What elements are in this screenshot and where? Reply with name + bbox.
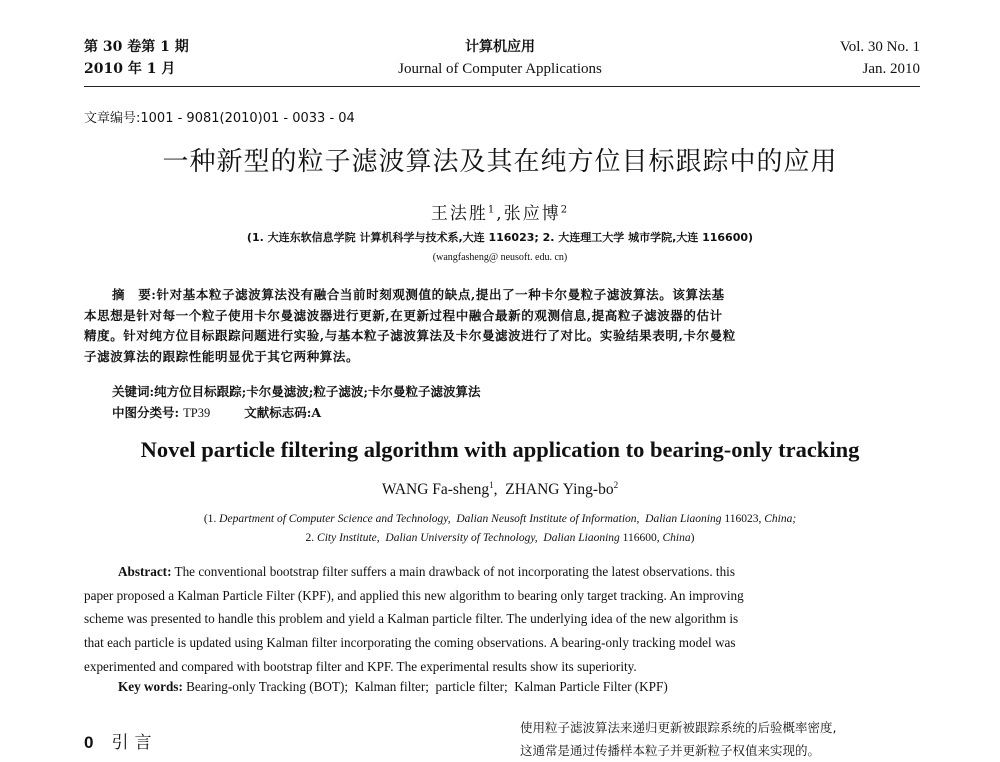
journal-header-left xyxy=(84,36,189,80)
abstract-cn-label: 摘 要: xyxy=(112,287,157,302)
section-heading-intro xyxy=(84,728,157,753)
abstract-cn-line: 摘 要:针对基本粒子滤波算法没有融合当前时刻观测值的缺点,提出了一种卡尔曼粒子滤波算法。该算法基 xyxy=(112,287,725,302)
affiliation-cn: (1. 大连东软信息学院 计算机科学与技术系,大连 116023; 2. 大连理工大学 城市学院,大连 116600) xyxy=(246,231,754,244)
abstract-cn-line: 精度。针对纯方位目标跟踪问题进行实验,与基本粒子滤波算法及卡尔曼滤波进行了对比。实验结果表明,卡尔曼粒 xyxy=(84,328,736,343)
body-line: 使用粒子滤波算法来递归更新被跟踪系统的后验概率密度, xyxy=(520,720,837,735)
section-number: 0 xyxy=(84,733,94,752)
doc-code-label: 文献标志码: xyxy=(244,404,312,420)
author-1-en: WANG Fa-sheng xyxy=(381,481,490,499)
abstract-en-line: experimented and compared with bootstrap filter and KPF. The experimental results show its superiority. xyxy=(84,658,637,674)
abstract-en-line: Abstract: The conventional bootstrap filter suffers a main drawback of not incorporating the latest observations. this xyxy=(118,564,735,579)
section-title: 引言 xyxy=(111,733,158,753)
abstract-en-line: that each particle is updated using Kalman filter incorporating the coming observations. A bearing-only tracking model was xyxy=(84,635,736,651)
author-1-affil-mark-en: 1 xyxy=(489,480,494,490)
affiliation-en-line-1: (1. Department of Computer Science and Technology, Dalian Neusoft Institute of Information, Dalian Liaoning 116023, China; xyxy=(203,513,797,525)
author-separator: , xyxy=(496,204,504,224)
body-line: 这通常是通过传播样本粒子并更新粒子权值来实现的。 xyxy=(520,743,821,758)
keywords-cn-value: 纯方位目标跟踪;卡尔曼滤波;粒子滤波;卡尔曼粒子滤波算法 xyxy=(154,384,481,399)
publication-date-cn: 2010 年 1 月 xyxy=(84,61,176,77)
author-2-cn: 张应博 xyxy=(503,204,561,224)
author-email: (wangfasheng@ neusoft. edu. cn) xyxy=(432,252,568,263)
journal-name-en: Journal of Computer Applications xyxy=(398,61,602,77)
title-cn: 一种新型的粒子滤波算法及其在纯方位目标跟踪中的应用 xyxy=(162,147,838,177)
clc-value: TP39 xyxy=(183,405,211,420)
volume-issue: 第 30 卷第 1 期 xyxy=(84,39,189,55)
clc-label: 中图分类号: xyxy=(112,404,180,420)
abstract-en-line: paper proposed a Kalman Particle Filter (KPF), and applied this new algorithm to bearing only target tracking. An improving xyxy=(84,587,744,603)
journal-name-cn: 计算机应用 xyxy=(465,39,535,55)
publication-date-en: Jan. 2010 xyxy=(862,61,920,77)
abstract-cn-line: 本思想是针对每一个粒子使用卡尔曼滤波器进行更新,在更新过程中融合最新的观测信息,提高粒子滤波器的估计 xyxy=(84,307,723,323)
authors-en xyxy=(0,480,1000,499)
affiliation-en xyxy=(0,510,1000,548)
abstract-cn xyxy=(84,285,920,367)
author-2-en: ZHANG Ying-bo xyxy=(505,481,614,499)
author-1-affil-mark: 1 xyxy=(487,204,497,216)
keywords-cn xyxy=(112,382,480,403)
keywords-cn-label: 关键词: xyxy=(112,384,155,399)
body-text-right-column xyxy=(520,716,930,762)
keywords-cn-block xyxy=(112,382,480,423)
volume-number-en: Vol. 30 No. 1 xyxy=(839,39,920,55)
author-2-affil-mark-en: 2 xyxy=(613,480,619,490)
keywords-en-label: Key words: xyxy=(118,679,183,694)
author-2-affil-mark: 2 xyxy=(560,204,570,216)
author-separator-en: , xyxy=(493,481,506,499)
author-1-cn: 王法胜 xyxy=(430,204,488,224)
header-divider xyxy=(84,86,920,87)
title-en: Novel particle filtering algorithm with application to bearing-only tracking xyxy=(140,437,860,462)
keywords-en xyxy=(118,679,668,695)
doc-code-value: A xyxy=(311,404,322,420)
journal-header-right xyxy=(840,36,920,80)
authors-cn xyxy=(0,199,1000,224)
abstract-en-label: Abstract: xyxy=(118,564,172,579)
classification xyxy=(112,403,480,424)
abstract-en xyxy=(84,560,920,679)
abstract-en-line: scheme was presented to handle this problem and yield a Kalman particle filter. The underlying idea of the new algorithm is xyxy=(84,611,739,627)
abstract-cn-line: 子滤波算法的跟踪性能明显优于其它两种算法。 xyxy=(84,348,360,364)
article-number: 文章编号:1001 - 9081(2010)01 - 0033 - 04 xyxy=(84,111,355,126)
affiliation-en-line-2: 2. City Institute, Dalian University of Technology, Dalian Liaoning 116600, China) xyxy=(305,532,695,544)
journal-header-center xyxy=(300,36,700,80)
keywords-en-value: Bearing-only Tracking (BOT); Kalman filter; particle filter; Kalman Particle Filter (KPF) xyxy=(182,679,668,694)
